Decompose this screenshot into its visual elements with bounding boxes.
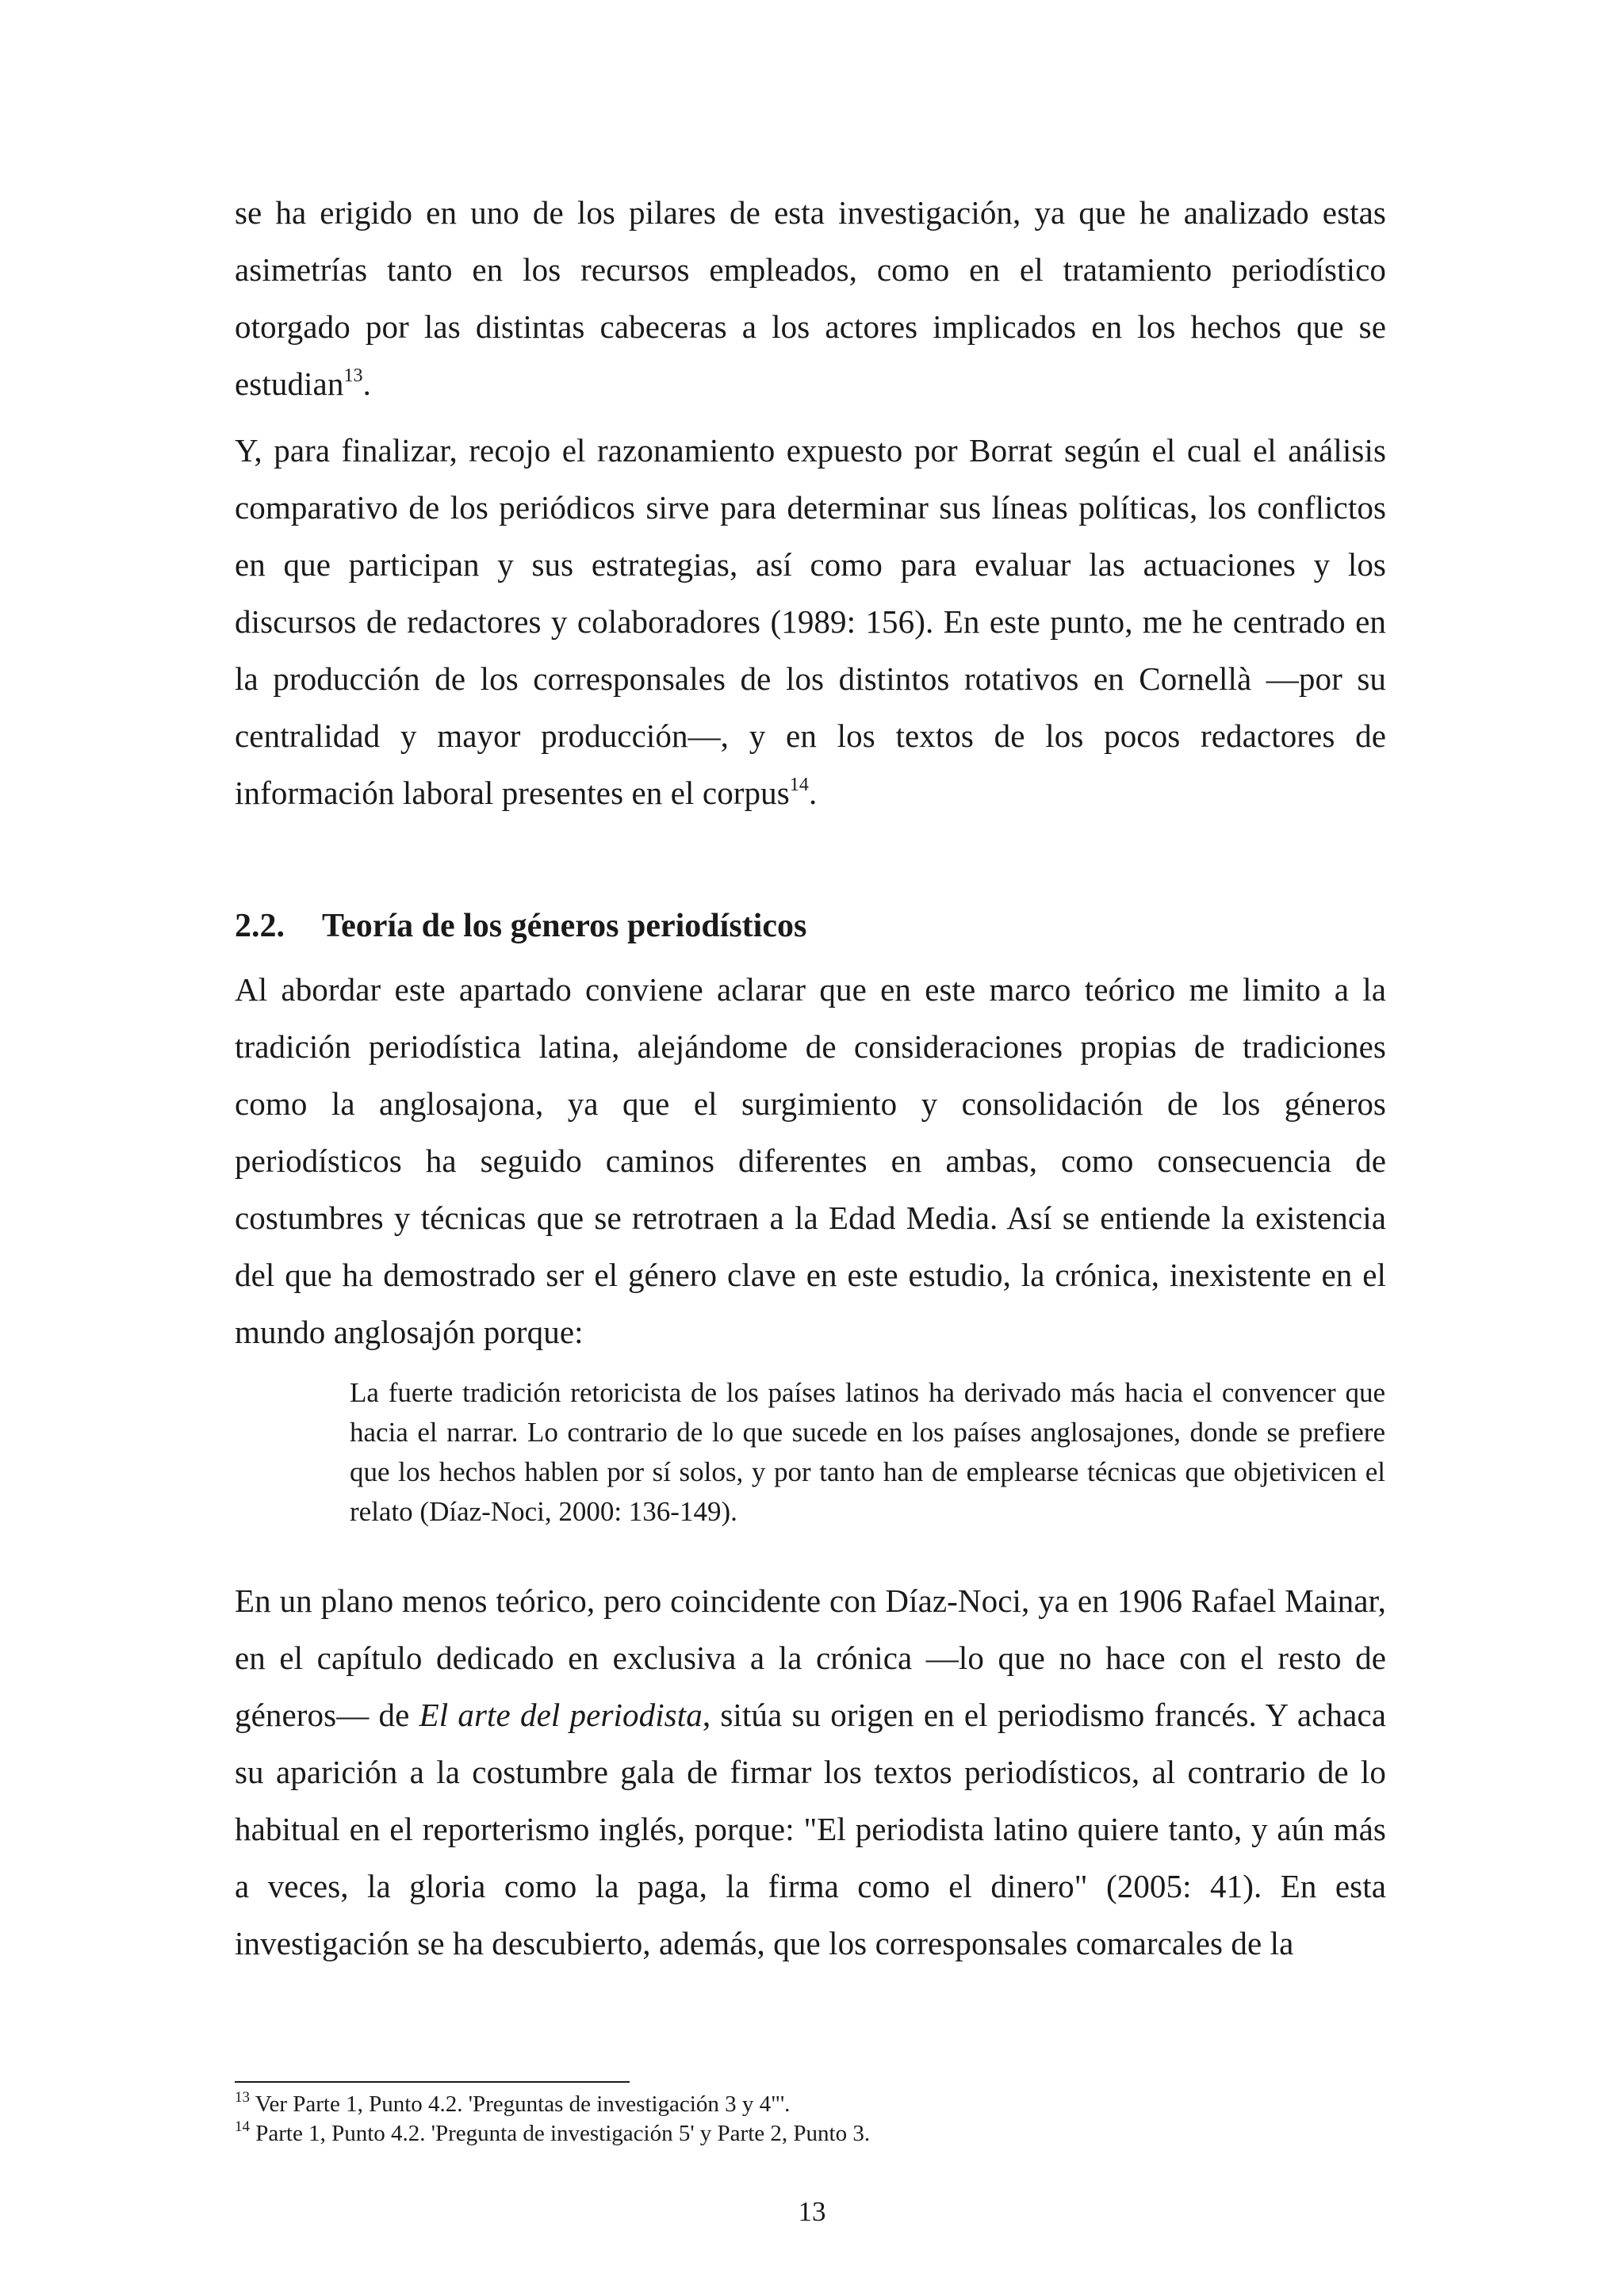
book-title: El arte del periodista	[419, 1697, 703, 1733]
paragraph	[235, 422, 1386, 821]
footnote-number: 13	[235, 2089, 250, 2106]
section-number: 2.2.	[235, 908, 285, 944]
footnote-reference: 14	[789, 775, 810, 795]
paragraph-end: .	[809, 775, 818, 811]
footnote-text: Ver Parte 1, Punto 4.2. 'Preguntas de investigación 3 y 4"'.	[255, 2091, 791, 2117]
footnote-separator	[235, 2081, 630, 2083]
block-quote: La fuerte tradición retoricista de los países latinos ha derivado más hacia el convencer que hacia el narrar. Lo contrario de lo que sucede en los países anglosajones, donde se prefiere que los hechos hablen por sí solos, y por tanto han de emplearse técnicas que objetivicen el relato (Díaz-Noci, 2000: 136-149).	[350, 1377, 1385, 1527]
paragraph-end: .	[362, 365, 371, 402]
paragraph	[235, 1572, 1386, 1972]
paragraph-text: En un plano menos teórico, pero coincidente con Díaz-Noci, ya en 1906 Rafael Mainar, en el capítulo dedicado en exclusiva a la crónica —lo que no hace con el resto de géneros— de	[235, 1582, 1386, 1733]
paragraph	[235, 961, 1386, 1360]
paragraph-text: Al abordar este apartado conviene aclarar que en este marco teórico me limito a la tradición periodística latina, alejándome de consideraciones propias de tradiciones como la anglosajona, ya que el surgimiento y consolidación de los géneros periodísticos ha seguido caminos diferentes en ambas, como consecuencia de costumbres y técnicas que se retrotraen a la Edad Media. Así se entiende la existencia del que ha demostrado ser el género clave en este estudio, la crónica, inexistente en el mundo anglosajón porque:	[235, 971, 1386, 1350]
paragraph-text: Y, para finalizar, recojo el razonamiento expuesto por Borrat según el cual el análisis comparativo de los periódicos sirve para determinar sus líneas políticas, los conflictos en que participan y sus estrategias, así como para evaluar las actuaciones y los discursos de redactores y colaboradores (1989: 156). En este punto, me he centrado en la producción de los corresponsales de los distintos rotativos en Cornellà —por su centralidad y mayor producción—, y en los textos de los pocos redactores de información laboral presentes en el corpus	[235, 432, 1386, 811]
paragraph	[235, 184, 1386, 412]
footnote	[235, 2090, 790, 2118]
page-number: 13	[798, 2196, 826, 2227]
footnote-reference: 13	[343, 365, 363, 386]
footnote	[235, 2119, 870, 2148]
section-heading	[235, 902, 806, 950]
section-title: Teoría de los géneros periodísticos	[322, 908, 807, 944]
footnote-text: Parte 1, Punto 4.2. 'Pregunta de investigación 5' y Parte 2, Punto 3.	[255, 2121, 871, 2146]
footnote-number: 14	[235, 2118, 250, 2135]
paragraph-text: , sitúa su origen en el periodismo francés. Y achaca su aparición a la costumbre gala de firmar los textos periodísticos, al contrario de lo habitual en el reporterismo inglés, porque: "El periodista latino quiere tanto, y aún más a veces, la gloria como la paga, la firma como el dinero" (2005: 41). En esta investigación se ha descubierto, además, que los corresponsales comarcales de la	[235, 1697, 1387, 1961]
paragraph-text: se ha erigido en uno de los pilares de esta investigación, ya que he analizado estas asimetrías tanto en los recursos empleados, como en el tratamiento periodístico otorgado por las distintas cabeceras a los actores implicados en los hechos que se estudian	[235, 194, 1386, 402]
